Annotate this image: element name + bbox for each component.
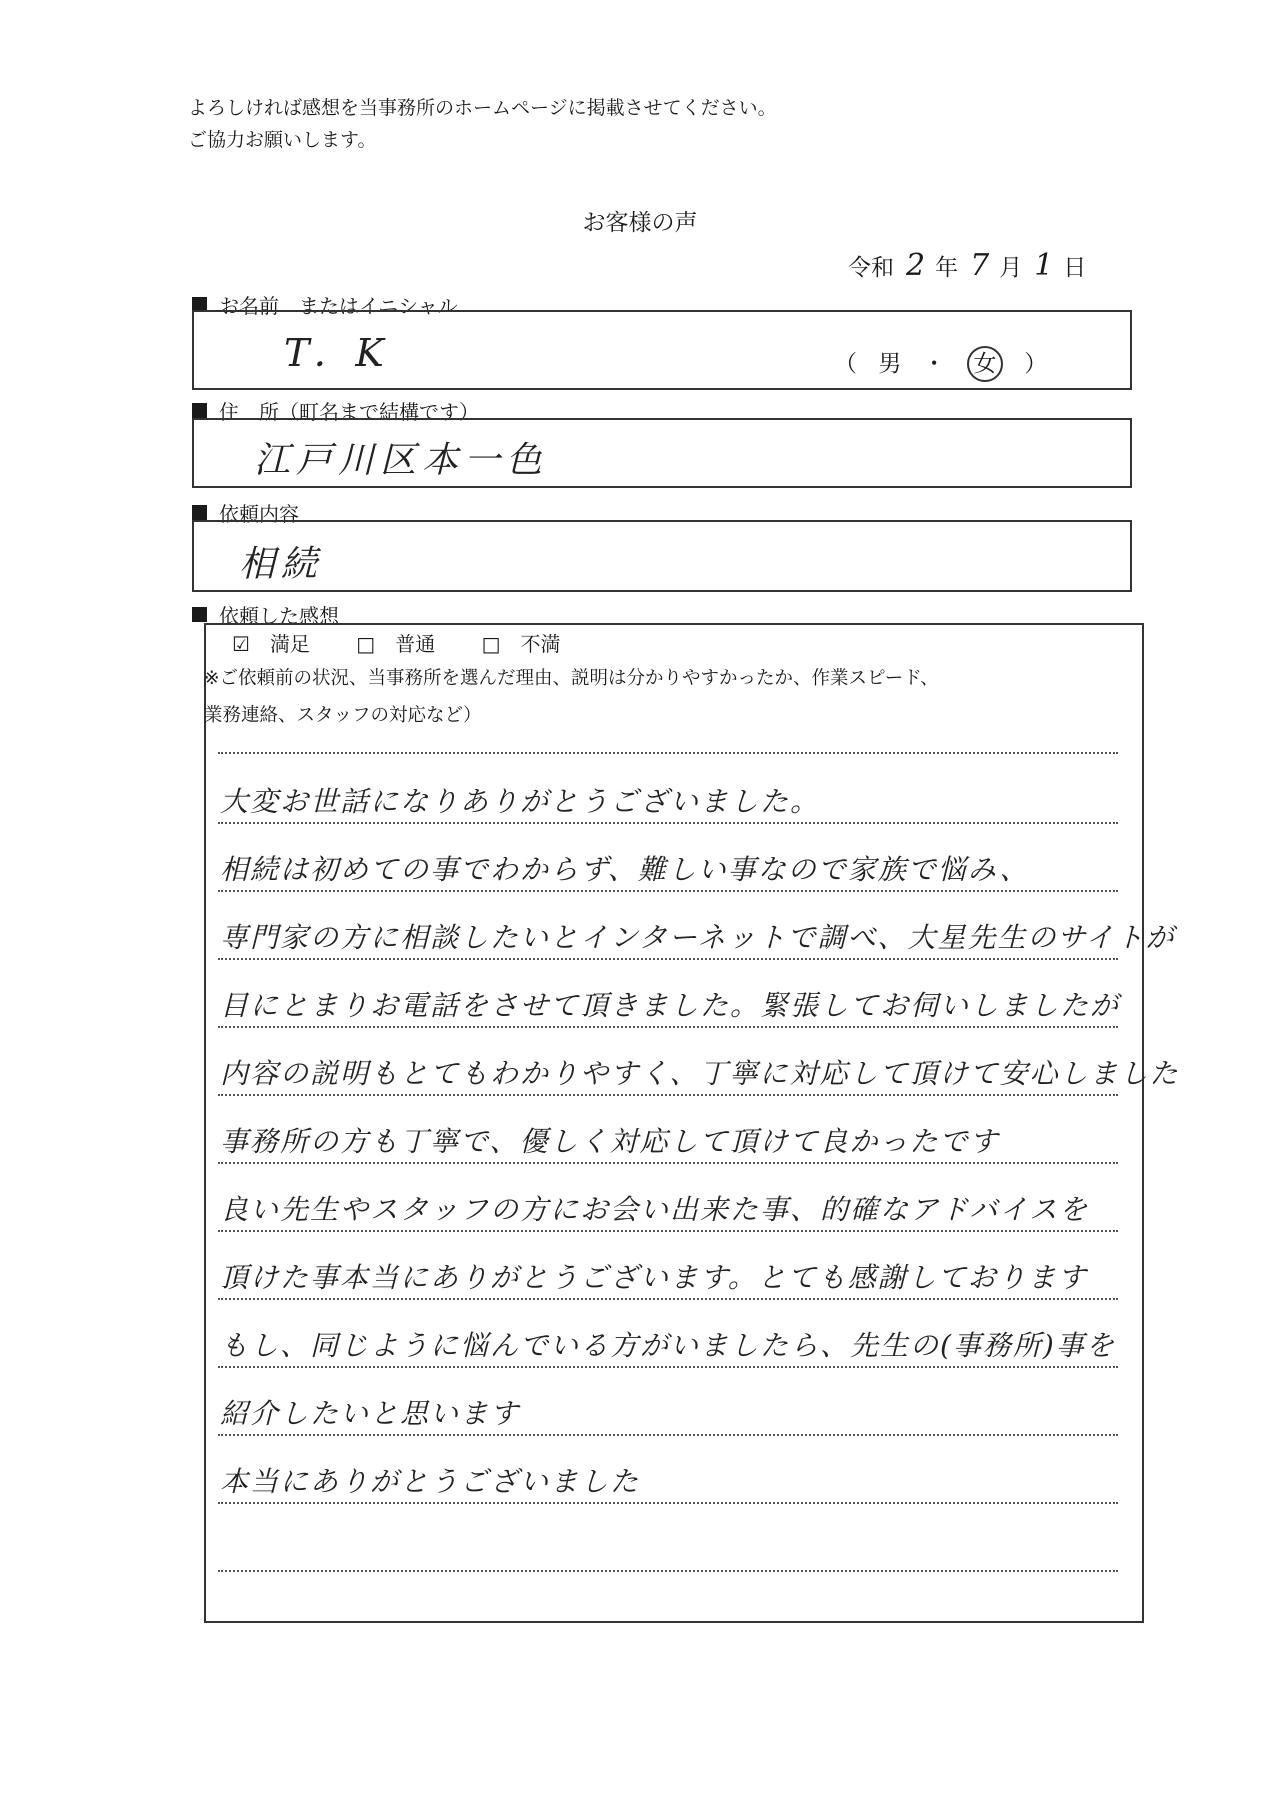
option-dissatisfied [482,632,581,656]
section-bullet-icon [192,403,207,418]
gender-selector [834,345,1047,382]
impression-note [204,660,1124,734]
comment-line: 大変お世話になりありがとうございました。 [220,785,821,818]
checked-box-icon: ☑ [232,632,250,656]
date-year-label: 年 [935,255,959,281]
comment-line: もし、同じように悩んでいる方がいましたら、先生の(事務所)事を [220,1329,1116,1362]
comment-line: 内容の説明もとてもわかりやすく、丁寧に対応して頂けて安心しました [220,1057,1180,1090]
request-box [192,520,1132,592]
gender-open-paren: （ [834,351,857,377]
empty-box-icon: □ [356,632,376,656]
section-bullet-icon [192,607,207,622]
date-era: 令和 [848,255,894,281]
ruled-line [218,1434,1118,1436]
impression-label-text: 依頼した感想 [219,604,339,628]
comment-line: 頂けた事本当にありがとうございます。とても感謝しております [220,1261,1088,1294]
comment-line: 本当にありがとうございました [220,1465,641,1498]
ruled-line [218,1366,1118,1368]
option-label: 満足 [269,632,310,656]
ruled-line [218,1502,1118,1504]
comment-line: 目にとまりお電話をさせて頂きました。緊張してお伺いしましたが [220,989,1121,1022]
ruled-line [218,1298,1118,1300]
date-field [848,248,1086,283]
gender-female-circled: 女 [967,346,1003,382]
date-year-value: 2 [906,248,926,283]
name-box [192,310,1132,390]
address-box [192,418,1132,488]
ruled-line [218,1094,1118,1096]
section-bullet-icon [192,505,207,520]
date-day-label: 日 [1063,255,1087,281]
option-label: 普通 [395,632,436,656]
date-day-value: 1 [1034,248,1054,283]
ruled-line [218,1570,1118,1572]
ruled-line [218,958,1118,960]
option-satisfied [232,632,330,656]
date-month-value: 7 [970,248,990,283]
comment-line: 良い先生やスタッフの方にお会い出来た事、的確なアドバイスを [220,1193,1090,1226]
ruled-line [218,752,1118,754]
intro-text [188,92,777,156]
gender-male: 男 [878,351,902,377]
name-value: T．K [284,331,388,375]
comment-line: 事務所の方も丁寧で、優しく対応して頂けて良かったです [220,1125,1000,1158]
note-line-2: 業務連絡、スタッフの対応など） [204,705,482,726]
date-month-label: 月 [999,255,1023,281]
ruled-line [218,1026,1118,1028]
name-label-text: お名前 またはイニシャル [219,294,458,318]
gender-close-paren: ） [1024,351,1048,377]
address-label-text: 住 所（町名まで結構です） [219,400,479,424]
option-normal [356,632,455,656]
form-title: お客様の声 [582,210,698,236]
empty-box-icon: □ [481,632,501,656]
intro-line-2: ご協力お願いします。 [188,129,377,151]
comment-line: 相続は初めての事でわからず、難しい事なので家族で悩み、 [220,853,1030,886]
ruled-line [218,822,1118,824]
intro-line-1: よろしければ感想を当事務所のホームページに掲載させてください。 [188,97,777,119]
ruled-line [218,1162,1118,1164]
ruled-line [218,890,1118,892]
satisfaction-options [232,628,600,657]
option-label: 不満 [520,632,561,656]
comment-line: 紹介したいと思います [220,1397,521,1430]
ruled-line [218,1230,1118,1232]
request-value: 相続 [239,544,324,585]
address-value: 江戸川区本一色 [254,440,549,481]
gender-separator: ・ [922,351,946,377]
request-label-text: 依頼内容 [219,502,299,526]
note-line-1: ※ご依頼前の状況、当事務所を選んだ理由、説明は分かりやすかったか、作業スピード、 [204,668,939,689]
comment-line: 専門家の方に相談したいとインターネットで調べ、大星先生のサイトが [220,921,1176,954]
